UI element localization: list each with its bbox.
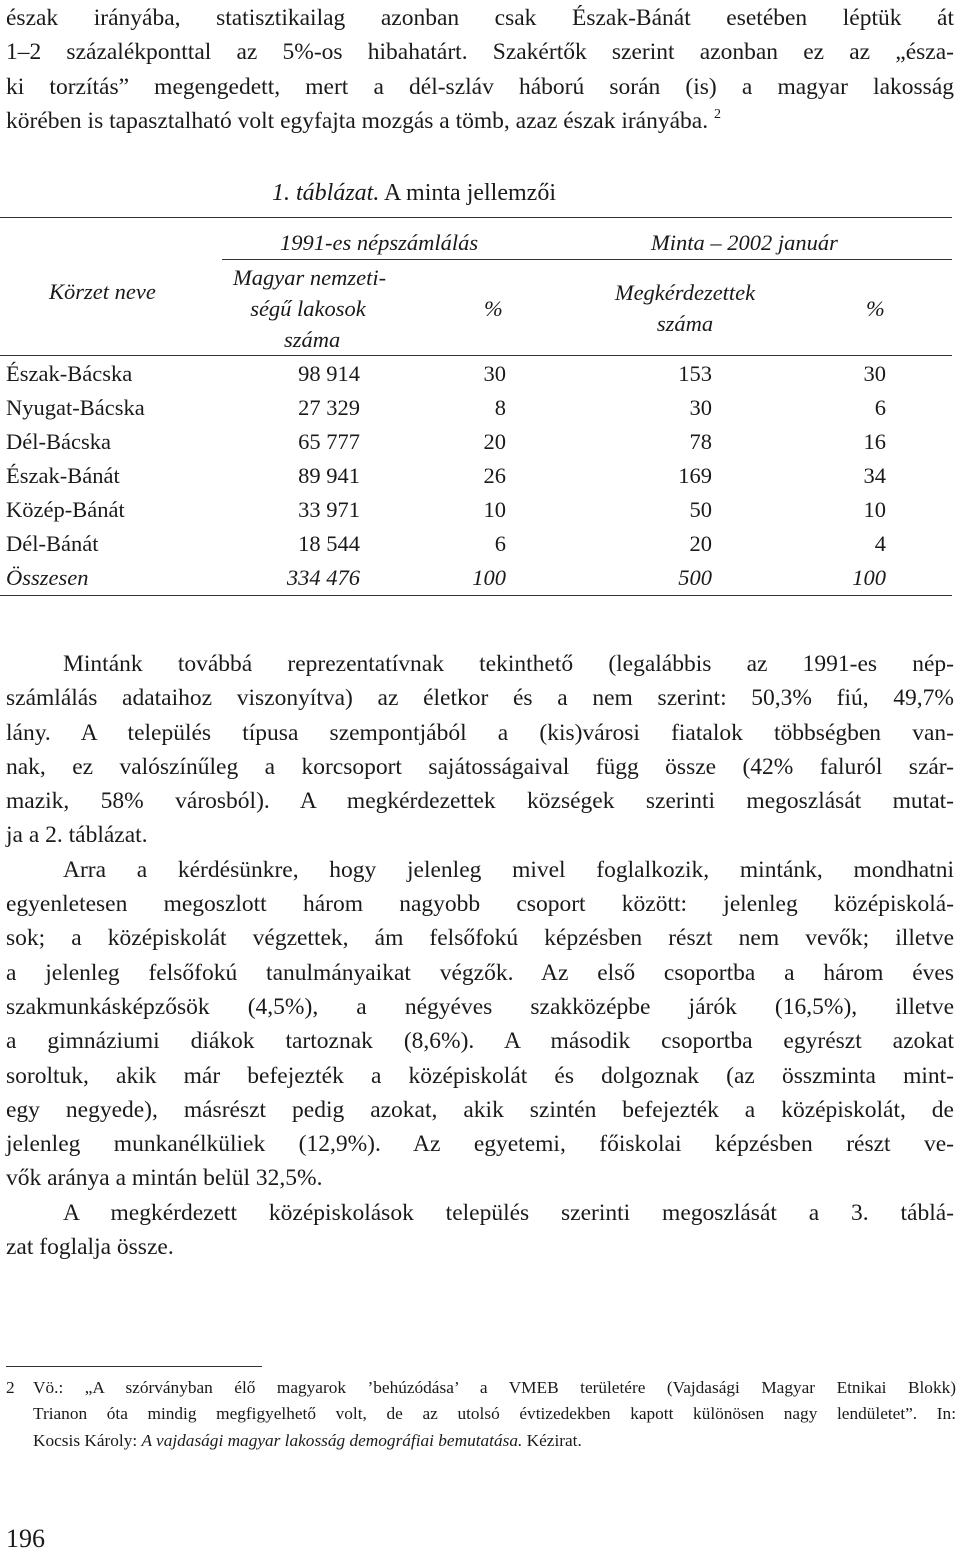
cell-district: Összesen [6,565,89,590]
text-line: vők aránya a mintán belül 32,5%. [6,1165,323,1192]
text-line: mazik, 58% városból). A megkérdezettek községek szerinti megoszlását mutat- [6,788,954,815]
text-line: a jelenleg felsőfokú tanulmányaikat végzők. Az első csoportba a három éves [6,959,954,986]
text-line: ki torzítás” megengedett, mert a dél-szláv háború során (is) a magyar lakosság [6,73,954,100]
cell-sample-count: 169 [678,463,712,488]
col-header-line: Magyar nemzeti- [233,265,387,290]
text-line: nak, ez valószínűleg a korcsoport sajátosságaival függ össze (42% faluról szár- [6,753,954,780]
text-line: szakmunkásképzősök (4,5%), a négyéves szakközépbe járók (16,5%), illetve [6,993,954,1020]
cell-census-pct: 26 [483,463,506,488]
cell-census-count: 334 476 [286,565,360,590]
cell-district: Dél-Bánát [6,531,99,556]
text-line: soroltuk, akik már befejezték a középiskolát és dolgoznak (az összminta mint- [6,1062,954,1089]
col-header-sample-count [602,277,768,339]
cell-census-pct: 30 [483,361,506,386]
cell-census-count: 65 777 [298,429,360,454]
page-number: 196 [6,1524,45,1553]
footnote-mark: 2 [6,1378,15,1397]
text-fragment: körében is tapasztalható volt egyfajta mozgás a tömb, azaz észak irányába. [6,107,709,134]
group-header-census: 1991-es népszámlálás [280,230,479,255]
text-line: lány. A település típusa szempontjából a (kis)városi fiatalok többségben van- [6,719,954,746]
text-line: Arra a kérdésünkre, hogy jelenleg mivel foglalkozik, mintánk, mondhatni [63,856,954,883]
footnote-reference[interactable]: 2 [713,106,721,122]
col-header-line: ségű lakosok [250,296,366,321]
cell-sample-pct: 30 [863,361,886,386]
cell-sample-count: 500 [678,565,712,590]
col-header-district: Körzet neve [49,279,156,304]
cell-census-count: 18 544 [298,531,360,556]
text-line: zat foglalja össze. [6,1234,174,1261]
cell-census-count: 89 941 [298,463,360,488]
cell-district: Közép-Bánát [6,497,125,522]
text-line: egy negyede), másrészt pedig azokat, akik szintén befejezték a középiskolát, de [6,1096,954,1123]
cell-district: Észak-Bánát [6,463,120,488]
cell-sample-pct: 100 [852,565,886,590]
cell-sample-pct: 6 [874,395,886,420]
text-line: jelenleg munkanélküliek (12,9%). Az egyetemi, főiskolai képzésben részt ve- [6,1131,954,1158]
cell-census-pct: 20 [483,429,506,454]
cell-sample-pct: 16 [863,429,886,454]
text-line: ja a 2. táblázat. [6,822,148,849]
cell-sample-pct: 10 [863,497,886,522]
col-header-census-count [233,262,387,355]
cell-census-count: 98 914 [298,361,360,386]
cell-sample-count: 30 [689,395,712,420]
cell-district: Nyugat-Bácska [6,395,145,420]
col-header-line: száma [284,327,341,352]
footnote-line [33,1428,956,1454]
text-line: a gimnáziumi diákok tartoznak (8,6%). A második csoportba egyrészt azokat [6,1028,954,1055]
cell-census-count: 27 329 [298,395,360,420]
col-header-census-pct: % [484,296,503,321]
cell-sample-count: 50 [689,497,712,522]
col-header-line: száma [656,311,714,336]
table-caption [272,176,556,210]
group-header-rule [222,259,952,260]
footnote-text [33,1375,956,1454]
cell-sample-pct: 4 [874,531,886,556]
cell-district: Dél-Bácska [6,429,111,454]
body-text [6,647,954,1264]
text-line: 1–2 százalékponttal az 5%-os hibahatárt. Szakértők szerint azonban ez az „észa- [6,39,954,66]
cell-sample-count: 20 [689,531,712,556]
cell-census-pct: 10 [483,497,506,522]
cell-sample-count: 78 [689,429,712,454]
table-header-rule [0,355,952,356]
footnote-author: Kocsis Károly: [33,1430,142,1450]
cell-sample-pct: 34 [863,463,886,488]
text-line: sok; a középiskolát végzettek, ám felsőfokú képzésben részt nem vevők; illetve [6,925,954,952]
text-line: számlálás adataihoz viszonyítva) az életkor és a nem szerint: 50,3% fiú, 49,7% [6,685,954,712]
intro-paragraph [6,1,954,138]
table-number: 1. táblázat. [272,180,380,206]
text-line [6,104,954,138]
text-line: A megkérdezett középiskolások település szerinti megoszlását a 3. táblá- [63,1199,954,1226]
text-line: egyenletesen megoszlott három nagyobb csoport között: jelenleg középiskolá- [6,891,954,918]
text-line: észak irányába, statisztikailag azonban csak Észak-Bánát esetében léptük át [6,5,954,31]
col-header-line: Megkérdezettek [614,280,756,305]
cell-census-pct: 6 [494,531,506,556]
cell-sample-count: 153 [678,361,712,386]
footnote-separator [6,1366,262,1367]
cell-census-count: 33 971 [298,497,360,522]
table-title: A minta jellemzői [384,180,556,206]
col-header-sample-pct: % [866,296,885,321]
footnote-work-title: A vajdasági magyar lakosság demográfiai bemutatása. [141,1430,523,1450]
table-top-rule [0,217,952,218]
footnote-line: Trianon óta mindig megfigyelhető volt, de az utolsó évtizedekben kapott különösen nagy lendületet”. In: [33,1404,956,1424]
footnote-remark: Kézirat. [522,1430,582,1450]
group-header-sample: Minta – 2002 január [651,230,838,255]
footnote-line: Vö.: „A szórványban élő magyarok ’behúzódása’ a VMEB területére (Vajdasági Magyar Etnikai Blokk) [33,1378,956,1397]
cell-census-pct: 8 [494,395,506,420]
table-bottom-rule [0,595,952,596]
text-line: Mintánk továbbá reprezentatívnak tekinthető (legalábbis az 1991-es nép- [63,651,954,677]
cell-district: Észak-Bácska [6,361,133,386]
cell-census-pct: 100 [472,565,506,590]
